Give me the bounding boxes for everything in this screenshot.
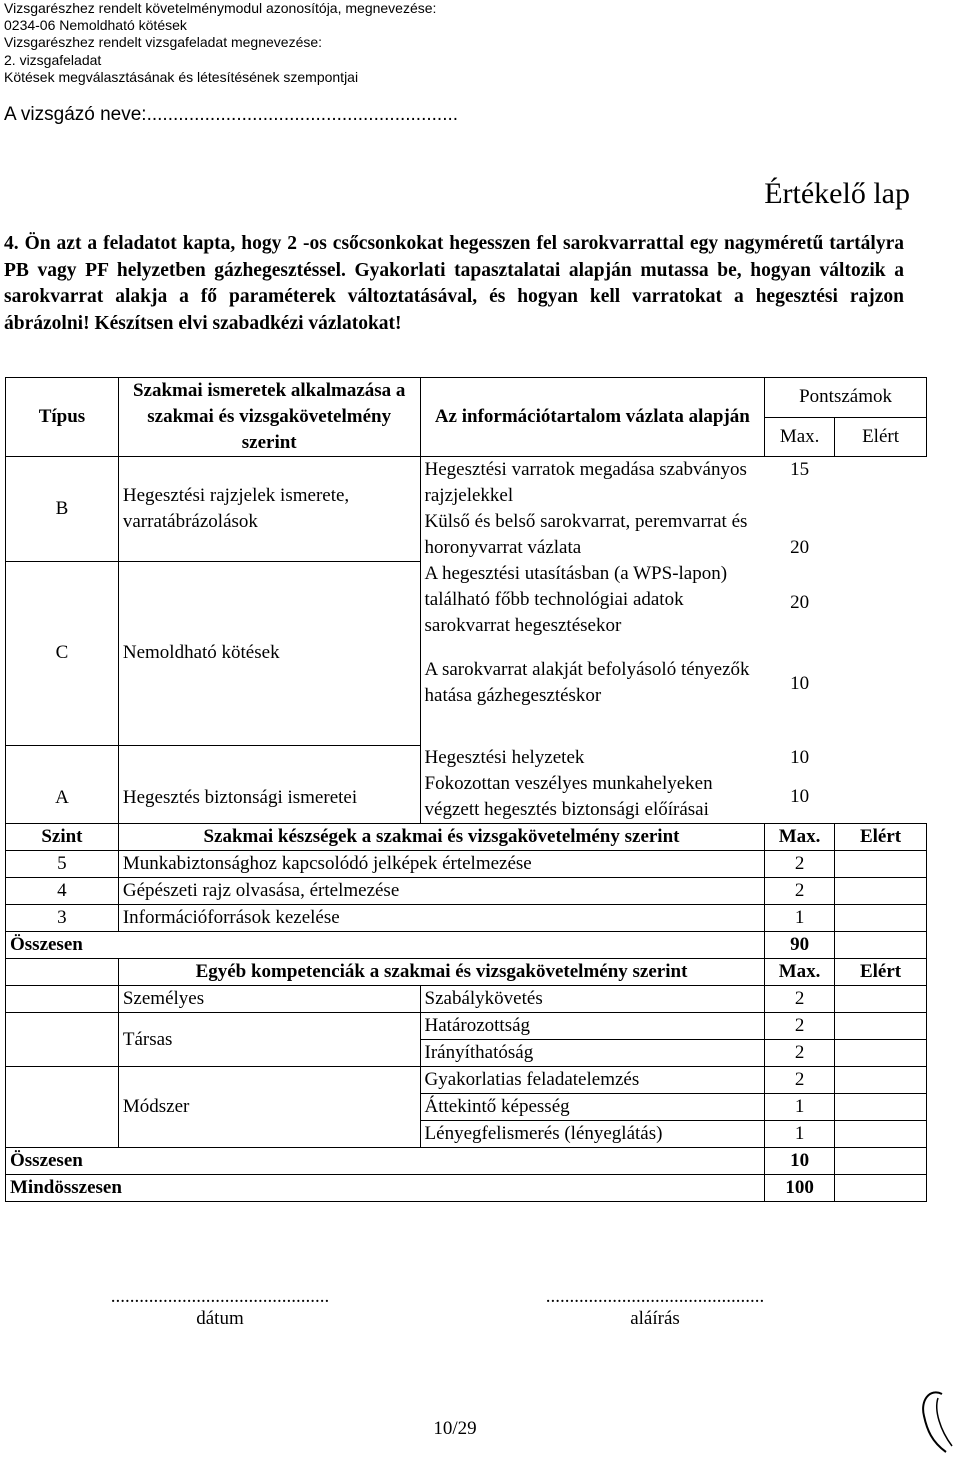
achieved-points (835, 1013, 927, 1040)
skills-level-header: Szint (6, 824, 119, 851)
info-item: A hegesztési utasításban (a WPS-lapon) található főbb technológiai adatok sarokvarrat hegesztésekor (424, 563, 728, 636)
header-max: Max. (765, 959, 835, 986)
achieved-points (835, 509, 927, 561)
header-max: Max. (765, 417, 835, 457)
total-value: 10 (765, 1148, 835, 1175)
header-line: Vizsgarészhez rendelt követelménymodul azonosítója, megnevezése: (4, 0, 437, 16)
competency-max: 1 (765, 1094, 835, 1121)
type-cell: A (6, 745, 119, 824)
competency-item: Áttekintő képesség (420, 1094, 765, 1121)
competency-max: 2 (765, 1013, 835, 1040)
skill-max: 2 (765, 878, 835, 905)
header-type: Típus (6, 378, 119, 457)
competency-item: Gyakorlatias feladatelemzés (420, 1067, 765, 1094)
page-header (4, 0, 436, 86)
max-points: 10 (790, 786, 810, 807)
signature-dots: .............................................. (545, 1286, 765, 1307)
achieved-points (835, 1094, 927, 1121)
competency-group: Módszer (118, 1067, 420, 1148)
competency-item: Szabálykövetés (420, 986, 765, 1013)
info-item: Hegesztési helyzetek (424, 747, 585, 768)
header-elert: Elért (835, 824, 927, 851)
candidate-name-line: A vizsgázó neve:........................................................... (4, 104, 459, 125)
empty-cell (6, 1013, 119, 1067)
info-item: Fokozottan veszélyes munkahelyeken végzett hegesztés biztonsági előírásai (424, 773, 713, 820)
competency-group: Személyes (118, 986, 420, 1013)
competency-max: 1 (765, 1121, 835, 1148)
evaluation-table (5, 377, 927, 1202)
knowledge-cell: Nemoldható kötések (118, 561, 420, 745)
grand-total-value: 100 (765, 1175, 835, 1202)
max-points: 20 (790, 592, 810, 613)
info-item: Külső és belső sarokvarrat, peremvarrat és horonyvarrat vázlata (424, 511, 748, 558)
header-line: 2. vizsgafeladat (4, 51, 102, 68)
header-elert: Elért (835, 417, 927, 457)
empty-cell (6, 1067, 119, 1148)
task-description: 4. Ön azt a feladatot kapta, hogy 2 -os csőcsonkokat hegesszen fel sarokvarrattal egy nagyméretű tartályra PB vagy PF helyzetben gázhegesztéssel. Gyakorlati tapasztalatai alapján mutassa be, hogyan változik a sarokvarrat alakja a fő paraméterek változtatásával, és hogyan kell varratokat a hegesztési rajzon ábrázolni! Készítsen elvi szabadkézi vázlatokat! (4, 233, 904, 334)
header-line: Vizsgarészhez rendelt vizsgafeladat megnevezése: (4, 34, 323, 51)
skill-text: Gépészeti rajz olvasása, értelmezése (118, 878, 764, 905)
achieved-points (835, 878, 927, 905)
achieved-points (835, 1175, 927, 1202)
type-cell: B (6, 457, 119, 562)
date-dots: .............................................. (110, 1286, 330, 1307)
type-cell: C (6, 561, 119, 745)
max-points: 10 (790, 673, 810, 694)
total-value: 90 (765, 932, 835, 959)
total-label: Összesen (6, 1148, 765, 1175)
total-label: Összesen (6, 932, 765, 959)
competency-max: 2 (765, 1040, 835, 1067)
competency-group: Társas (118, 1013, 420, 1067)
competency-item: Lényegfelismerés (lényeglátás) (420, 1121, 765, 1148)
empty-cell (6, 986, 119, 1013)
skills-title: Szakmai készségek a szakmai és vizsgakövetelmény szerint (118, 824, 764, 851)
achieved-points (835, 905, 927, 932)
max-points: 10 (790, 747, 810, 768)
knowledge-cell: Hegesztés biztonsági ismeretei (118, 745, 420, 824)
date-label: dátum (196, 1308, 244, 1329)
achieved-points (835, 645, 927, 745)
competency-item: Határozottság (420, 1013, 765, 1040)
achieved-points (835, 851, 927, 878)
date-field (85, 1286, 355, 1330)
max-points: 15 (790, 459, 810, 480)
signature-label: aláírás (630, 1308, 680, 1329)
competency-max: 2 (765, 1067, 835, 1094)
header-line: 0234-06 Nemoldható kötések (4, 17, 187, 34)
header-points: Pontszámok (765, 378, 927, 418)
page-number: 10/29 (433, 1418, 477, 1439)
achieved-points (835, 745, 927, 771)
header-max: Max. (765, 824, 835, 851)
achieved-points (835, 932, 927, 959)
info-item: Hegesztési varratok megadása szabványos rajzjelekkel (424, 459, 747, 506)
achieved-points (835, 1121, 927, 1148)
competency-max: 2 (765, 986, 835, 1013)
achieved-points (835, 1040, 927, 1067)
competency-item: Irányíthatóság (420, 1040, 765, 1067)
achieved-points (835, 986, 927, 1013)
header-line: Kötések megválasztásának és létesítésének szempontjai (4, 68, 359, 85)
skill-level: 4 (6, 878, 119, 905)
achieved-points (835, 1067, 927, 1094)
knowledge-cell: Hegesztési rajzjelek ismerete, varratábrázolások (118, 457, 420, 562)
info-item: A sarokvarrat alakját befolyásoló tényezők hatása gázhegesztéskor (424, 659, 750, 706)
header-info: Az információtartalom vázlata alapján (420, 378, 765, 457)
skill-level: 5 (6, 851, 119, 878)
empty-cell (6, 959, 119, 986)
grand-total-label: Mindösszesen (6, 1175, 765, 1202)
corner-signature-mark (912, 1386, 956, 1458)
page-title: Értékelő lap (764, 177, 910, 210)
skill-max: 2 (765, 851, 835, 878)
achieved-points (835, 457, 927, 510)
skill-level: 3 (6, 905, 119, 932)
header-elert: Elért (835, 959, 927, 986)
header-knowledge: Szakmai ismeretek alkalmazása a szakmai és vizsgakövetelmény szerint (118, 378, 420, 457)
achieved-points (835, 771, 927, 824)
skill-max: 1 (765, 905, 835, 932)
signature-field (520, 1286, 790, 1330)
skill-text: Információforrások kezelése (118, 905, 764, 932)
achieved-points (835, 1148, 927, 1175)
max-points: 20 (790, 537, 810, 558)
skill-text: Munkabiztonsághoz kapcsolódó jelképek értelmezése (118, 851, 764, 878)
achieved-points (835, 561, 927, 645)
other-competencies-title: Egyéb kompetenciák a szakmai és vizsgakövetelmény szerint (118, 959, 764, 986)
